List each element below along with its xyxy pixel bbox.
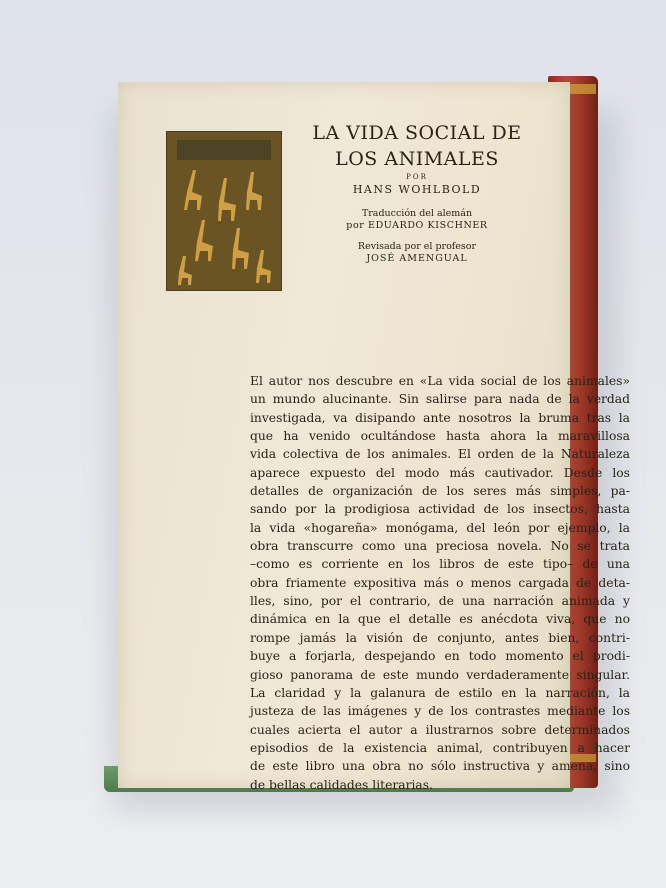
reviser-name: JOSÉ AMENGUAL [366,253,468,264]
title-line-1: LA VIDA SOCIAL DE [312,122,522,144]
translation-label: Traducción del alemán [361,208,473,219]
blurb-line: sando por la prodigiosa actividad de los insectos, hasta [250,502,630,517]
author-name: HANS WOHLBOLD [352,183,482,196]
blurb-line: de este libro una obra no sólo instructiva y amena, sino [250,759,630,774]
blurb-line: –como es corriente en los libros de este tipo– de una [250,557,630,572]
blurb-line: aparece expuesto del modo más cautivador. Desde los [250,465,630,480]
revision-label: Revisada por el profesor [357,241,477,252]
title-line-2: LOS ANIMALES [335,148,499,170]
blurb-line: gioso panorama de este mundo verdaderamente singular. [250,667,630,682]
translator-line: por EDUARDO KISCHNER [346,220,488,231]
blurb-text [250,372,630,794]
blurb-line: dinámica en la que el detalle es anécdota viva, que no [250,612,630,627]
blurb-line: de bellas calidades literarias. [250,777,433,792]
blurb-line: la vida «hogareña» monógama, del león por ejemplo, la [250,520,630,535]
blurb-line: obra friamente expositiva más o menos cargada de deta- [250,575,630,590]
by-label: POR [406,173,428,181]
blurb-line: buye a forjarla, despejando en todo momento el prodi- [250,649,630,664]
blurb-line: investigada, va disipando ante nosotros la bruma tras la [250,410,630,425]
blurb-line: lles, sino, por el contrario, de una narración animada y [250,594,630,609]
cover-thumbnail-giraffes [166,131,282,291]
book [104,76,630,796]
giraffes-illustration-icon [167,132,281,290]
blurb-line: obra transcurre como una preciosa novela. No se trata [250,539,630,554]
blurb-line: episodios de la existencia animal, contribuyen a hacer [250,740,630,755]
blurb-line: rompe jamás la visión de conjunto, antes bien, contri- [250,630,630,645]
blurb-line: cuales acierta el autor a ilustrarnos sobre determinados [250,722,630,737]
blurb-line: La claridad y la galanura de estilo en la narración, la [250,685,630,700]
title-block [290,120,544,265]
blurb-line: que ha venido ocultándose hasta ahora la maravillosa [250,429,630,444]
blurb-line: detalles de organización de los seres más simples, pa- [250,484,630,499]
blurb-line: justeza de las imágenes y de los contrastes mediante los [250,704,630,719]
blurb-line: un mundo alucinante. Sin salirse para nada de la verdad [250,392,630,407]
blurb-line: vida colectiva de los animales. El orden de la Naturaleza [250,447,630,462]
blurb-line: El autor nos descubre en «La vida social de los animales» [250,374,630,388]
